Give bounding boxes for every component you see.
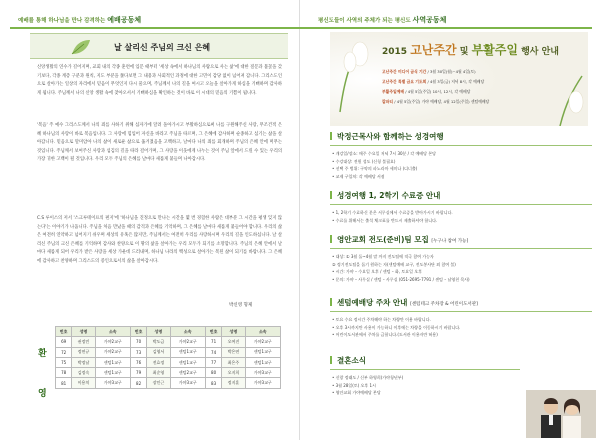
roster-number: 72 bbox=[56, 347, 72, 357]
banner-suffix: 행사 안내 bbox=[521, 47, 559, 57]
section-marker bbox=[330, 235, 332, 243]
section-item: • 개강일/장소: 매주 수요일 저녁 7시 30분 / 각 예배당 본당 bbox=[332, 151, 437, 156]
roster-header: 소속 bbox=[245, 327, 280, 337]
section-title-text: 성경여행 1, 2학기 수료증 안내 bbox=[337, 191, 441, 200]
section-item: • 영안교회 가야예배당 본당 bbox=[332, 390, 381, 395]
section-item: • 1, 2학기 수료하신 분은 서무실에서 수료증을 받아가시기 바랍니다. bbox=[332, 210, 453, 215]
section-item: • 토요 수요 정시간 주차해야 하는 차량만 이용 바랍니다. bbox=[332, 317, 431, 322]
schedule-label: 고난주간 미디어 금식 기간 bbox=[382, 69, 427, 74]
section-rule bbox=[330, 204, 592, 205]
section-item: • 대상: ① 3월 둘~4월 말 까지 전도팀에 적극 참여 가능자 bbox=[332, 254, 434, 259]
section-rule bbox=[330, 311, 592, 312]
section-wedding bbox=[330, 355, 520, 397]
right-header-main: 사역공동체 bbox=[412, 16, 447, 24]
banner-year: 2015 bbox=[382, 47, 408, 57]
section-item: • 3월 28일(토) 오후 1시 bbox=[332, 382, 376, 388]
section-evangelism-team bbox=[330, 234, 592, 283]
roster-name: 김영서 bbox=[147, 347, 170, 357]
roster-name: 이용치 bbox=[72, 378, 95, 388]
roster-group: 가야2교구 bbox=[95, 337, 130, 347]
roster-number: 73 bbox=[130, 347, 146, 357]
section-item: ② 정기전도팀을 돕기 원하는 자(센텀예배 교구, 전도봉사단 외 참여 불) bbox=[332, 261, 456, 267]
section-item: • 어린이도서관에서 주차를 금합니다.(도서관 이용자만 허용) bbox=[332, 332, 438, 337]
banner-word-passion: 고난주간 bbox=[410, 43, 457, 57]
roster-name: 박은연 bbox=[222, 347, 245, 357]
section-marker bbox=[330, 356, 332, 364]
section-item: • 수료를 위해서는 출석 체크표를 반드시 제출하셔야 합니다. bbox=[332, 217, 438, 223]
banner-word-easter: 부활주일 bbox=[471, 43, 518, 57]
left-header-main: 예배공동체 bbox=[107, 16, 142, 24]
section-parking bbox=[330, 297, 592, 339]
roster-name: 박정남 bbox=[72, 357, 95, 367]
wedding-couple-photo bbox=[526, 390, 596, 438]
roster-name: 최순영 bbox=[147, 368, 170, 378]
banner-schedule-line bbox=[382, 69, 476, 75]
right-header-rule bbox=[300, 27, 592, 29]
roster-group: 가야2교구 bbox=[95, 347, 130, 357]
sermon-paragraph-1: 신앙생활의 연수가 길어지며, 교회 내의 각종 훈련에 입문 때부터 '세상 속에서 하나님의 사람으로 사는 삶'에 대한 질문과 불꽃을 갖기보다, 각종 계층 구분과 원칙, 지도 부분을 쫓다보면 그 내용과 사회적인 과정에 대한 고민이 감당 없이 넘어져 갑니다. 그리스도인으로 살아가는 일상의 자리에서 믿음이 무엇인지 다시 물으며, 주님께서 나의 길을 여시고 오늘을 살아가게 하심을 기뻐하며 감사하게 됩니다. 주님께서 나의 신앙 생활 속에 찾아오셔서 기뻐하심을 확인하는 것이 바로 이 시대의 믿음의 기쁨이 됩니다. bbox=[37, 65, 282, 96]
roster-number: 69 bbox=[56, 337, 72, 347]
section-subtitle: [센텀테크 주차장 & 어린이도서관] bbox=[410, 302, 478, 307]
roster-number: 79 bbox=[130, 368, 146, 378]
section-title-text: 결혼소식 bbox=[337, 356, 366, 365]
leaf-icon bbox=[70, 38, 92, 56]
schedule-value: / 3월 30일(월)~4월 4일(토) bbox=[427, 69, 476, 74]
section-title-text: 박정근목사와 함께하는 성경여행 bbox=[337, 132, 444, 141]
roster-number: 71 bbox=[205, 337, 221, 347]
section-item: • 신랑 정래도 / 신부 하영희(가야청년부) bbox=[332, 375, 404, 380]
schedule-value: / 4월 5일(주일) 10시, 12시, 각 예배당 bbox=[405, 89, 471, 94]
schedule-label: 칼파티 bbox=[382, 99, 394, 104]
roster-group: 가야3교구 bbox=[170, 378, 205, 388]
sermon-signature: 박신영 형제 bbox=[229, 303, 253, 308]
roster-number: 78 bbox=[56, 368, 72, 378]
section-title-text: 영안교회 전도(준비)팀 모집 bbox=[337, 235, 429, 244]
roster-row bbox=[56, 337, 281, 347]
roster-row bbox=[56, 368, 281, 378]
schedule-label: 고난주간 특별 금요 기도회 bbox=[382, 79, 427, 84]
roster-name: 장인근 bbox=[147, 378, 170, 388]
roster-number: 70 bbox=[130, 337, 146, 347]
roster-name: 최은주 bbox=[222, 357, 245, 367]
roster-name: 정연규 bbox=[72, 347, 95, 357]
roster-row bbox=[56, 378, 281, 388]
roster-group: 가야3교구 bbox=[245, 368, 280, 378]
banner-schedule-line bbox=[382, 79, 484, 85]
section-subtitle: [누구나 참여 가능] bbox=[431, 239, 469, 244]
banner-schedule-line bbox=[382, 89, 470, 95]
schedule-value: / 4월 3일(금) 저녁 8시, 각 예배당 bbox=[427, 79, 485, 84]
roster-group: 센텀1교구 bbox=[170, 347, 205, 357]
roster-header: 소속 bbox=[95, 327, 130, 337]
roster-group: 센텀1교구 bbox=[245, 357, 280, 367]
roster-header-row bbox=[56, 327, 281, 337]
section-title bbox=[330, 131, 592, 142]
section-item: • 선택 주 범위: 구약의 파노라마 세미나 (디너출) bbox=[332, 166, 418, 171]
roster-header: 번호 bbox=[56, 327, 72, 337]
roster-name: 오지희 bbox=[222, 368, 245, 378]
roster-group: 센텀1교구 bbox=[95, 368, 130, 378]
banner-connector: 및 bbox=[459, 47, 469, 57]
roster-group: 센텀2교구 bbox=[170, 368, 205, 378]
roster-number: 76 bbox=[130, 357, 146, 367]
roster-group: 센텀1교구 bbox=[245, 347, 280, 357]
roster-header: 번호 bbox=[130, 327, 146, 337]
roster-name: 정지훈 bbox=[222, 378, 245, 388]
section-rule bbox=[330, 369, 520, 370]
roster-name: 전효정 bbox=[147, 357, 170, 367]
sermon-title-box bbox=[30, 33, 288, 59]
section-item: • 수강대상: 전원 성도 (신청 불필요) bbox=[332, 158, 396, 164]
roster-number: 81 bbox=[56, 378, 72, 388]
welcome-char-1: 환 bbox=[38, 349, 47, 359]
section-title bbox=[330, 234, 592, 245]
roster-name: 김정숙 bbox=[72, 368, 95, 378]
right-header bbox=[318, 15, 446, 26]
left-header-rule bbox=[10, 27, 300, 29]
roster-row bbox=[56, 357, 281, 367]
roster-group: 가야3교구 bbox=[95, 378, 130, 388]
section-bible-journey bbox=[330, 131, 592, 180]
roster-group: 가야2교구 bbox=[170, 337, 205, 347]
roster-number: 82 bbox=[130, 378, 146, 388]
roster-group: 센텀1교구 bbox=[170, 357, 205, 367]
roster-header: 소속 bbox=[170, 327, 205, 337]
section-title bbox=[330, 355, 520, 366]
section-marker bbox=[330, 298, 332, 306]
roster-group: 가야3교구 bbox=[245, 378, 280, 388]
section-title-text: 센텀예배당 주차 안내 bbox=[337, 298, 408, 307]
roster-header: 성명 bbox=[222, 327, 245, 337]
banner-schedule-line bbox=[382, 99, 489, 105]
roster-number: 75 bbox=[56, 357, 72, 367]
roster-row bbox=[56, 347, 281, 357]
roster-header: 성명 bbox=[72, 327, 95, 337]
roster-header: 성명 bbox=[147, 327, 170, 337]
roster-name: 권정민 bbox=[72, 337, 95, 347]
roster-group: 센텀1교구 bbox=[95, 357, 130, 367]
roster-body bbox=[56, 337, 281, 388]
left-header-lead: 예배를 통해 하나님을 만나 감격하는 bbox=[18, 18, 106, 24]
left-header bbox=[18, 15, 141, 26]
roster-number: 77 bbox=[205, 357, 221, 367]
section-title bbox=[330, 190, 592, 201]
section-item: • 오후 3시까지만 사용이 가능하니 이후에는 차량을 이동하시기 바랍니다. bbox=[332, 324, 461, 330]
roster-header: 번호 bbox=[205, 327, 221, 337]
schedule-value: / 4월 5일(주일) 가야 예배당, 4월 12일(주일) 센텀예배당 bbox=[394, 99, 490, 104]
right-page bbox=[300, 0, 600, 440]
section-item: • 교제 구입처: 각 예배당 서점 bbox=[332, 173, 385, 179]
roster-number: 80 bbox=[205, 368, 221, 378]
sermon-title: 날 살리신 주님의 크신 은혜 bbox=[114, 43, 211, 52]
section-marker bbox=[330, 191, 332, 199]
schedule-label: 부활주일예배 bbox=[382, 89, 405, 94]
section-rule bbox=[330, 248, 592, 249]
roster-group: 가야2교구 bbox=[245, 337, 280, 347]
section-rule bbox=[330, 145, 592, 146]
right-header-lead: 평신도들이 사역의 주체가 되는 평신도 bbox=[318, 18, 411, 24]
easter-banner bbox=[330, 32, 588, 126]
newcomer-roster-table bbox=[55, 326, 281, 389]
section-item: • 문의: 가야 – 사무실 / 센텀 – 사무실 (051-2695-7791 / 센텀 – 남영천 목사) bbox=[332, 276, 470, 282]
section-item: • 시간: 가야 – 수요일 오후 / 센텀 – 화, 토요일 오후 bbox=[332, 269, 422, 274]
couple-photo-image bbox=[526, 390, 596, 438]
roster-name: 박도금 bbox=[147, 337, 170, 347]
roster-number: 83 bbox=[205, 378, 221, 388]
roster-number: 74 bbox=[205, 347, 221, 357]
roster-name: 오여진 bbox=[222, 337, 245, 347]
sermon-paragraph-2: '복음' 주 예수 그리스도께서 나의 죄를 사하기 위해 십자가에 달려 돌아가시고 부활하심으로써 나를 구원해주신 사랑, 무조건적 은혜 하나님의 사랑이 바로 복음입니다. 그 사랑에 힘입어 자신을 바라고 주님을 따르며, 그 은혜에 감사하며 순종하고 섬기는 삶을 살아갑니다. 믿음으로 말미암아 나의 삶이 새로운 삶으로 옮겨졌음을 고백하고, 날마다 나의 죄를 회개하며 주님의 은혜 안에 머무는 것입니다. 주님께서 보여주신 사랑과 섬김의 길을 따라 걸어가며, 그 사랑을 이웃에게 나누는 것이 주님 앞에서 드릴 수 있는 우리의 가장 귀한 고백이 될 것입니다. 우리 모두 주님의 은혜를 날마다 새롭게 붙들며 나아갑시다. bbox=[37, 123, 282, 163]
section-title bbox=[330, 297, 592, 308]
section-certificate bbox=[330, 190, 592, 224]
banner-title bbox=[382, 41, 559, 58]
welcome-label bbox=[36, 326, 50, 430]
section-marker bbox=[330, 132, 332, 140]
sermon-paragraph-3: C.S 루이스의 저서 '스크루테이프의 편지'에 '하나님을 진정으로 만나는 시간을 몇 번 경험한 사람은 대부분 그 시간을 평생 잊지 않는다'는 이야기가 나옵니다. 주님을 처음 만났을 때의 감격과 은혜를 기억하며, 그 은혜를 날마다 새롭게 붙들어야 합니다. 우리의 삶은 여전히 연약하고 넘어지기 쉬우며 세상의 유혹은 많지만, 주님께서는 여전히 우리를 사랑하시며 우리의 길을 인도하십니다. 날 살리신 주님의 크신 은혜를 기억하며 감사와 찬양으로 이 땅의 삶을 살아가는 우리 모두가 되기를 소망합니다. 주님의 은혜 안에서 날마다 새롭게 되어 우리가 받은 사랑을 세상 가운데 드러내며, 하나님 나라의 백성으로 살아가는 복된 삶이 되기를 바랍니다. 그 은혜에 감사하고 찬양하며 그리스도의 증인으로서의 삶을 살아갑시다. bbox=[37, 216, 282, 264]
welcome-char-2: 영 bbox=[38, 389, 47, 399]
